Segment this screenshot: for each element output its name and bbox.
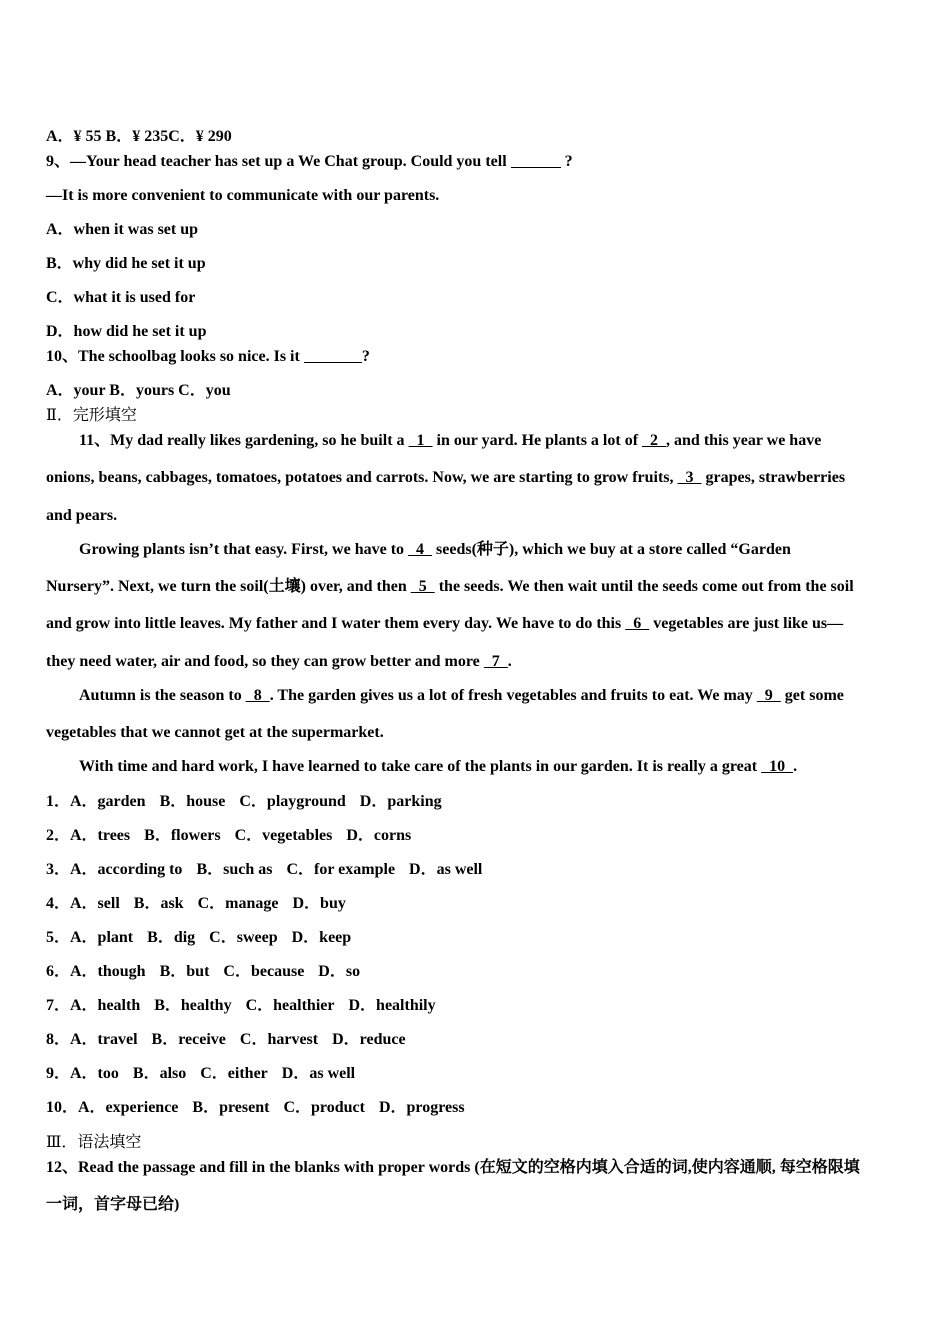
cloze-options-5 [46,928,351,948]
blank-3: 3 [677,469,702,486]
text: onions, beans, cabbages, tomatoes, potatoes and carrots. Now, we are starting to grow fruits, [46,469,678,486]
option: C．healthier [245,997,335,1014]
q9-option-b: B．why did he set it up [46,255,206,272]
q9-stem-text: 9、—Your head teacher has set up a We Chat group. Could you tell [46,153,511,170]
text: 11、My dad really likes gardening, so he built a [79,432,409,449]
q9-option-d: D．how did he set it up [46,323,207,340]
q10-options: A．your B．yours C．you [46,382,231,399]
cloze-options-6 [46,962,360,982]
q8-options: A．¥ 55 B．¥ 235C．¥ 290 [46,128,232,145]
q9-answer-line: —It is more convenient to communicate with our parents. [46,187,440,204]
option: C．harvest [239,1031,319,1048]
option: D．corns [346,827,412,844]
cloze-options-8 [46,1030,406,1050]
text: grapes, strawberries [701,469,846,486]
option: D．keep [291,929,352,946]
cloze-options-4 [46,894,346,914]
option: D．parking [359,793,442,810]
option: C．sweep [209,929,278,946]
text: . [507,653,512,670]
option: B．flowers [144,827,221,844]
option: C．manage [197,895,279,912]
option: B．dig [147,929,196,946]
text: the seeds. We then wait until the seeds come out from the soil [434,578,854,595]
text: vegetables are just like us— [649,615,844,632]
q12-line2: 一词，首字母已给) [46,1196,180,1213]
text: Growing plants isn’t that easy. First, we have to [79,541,409,558]
option: 1．A．garden [46,793,146,810]
blank-9: 9 [756,687,781,704]
q11-p3-line2: vegetables that we cannot get at the supermarket. [46,724,384,741]
option: B．but [159,963,210,980]
text: they need water, air and food, so they can grow better and more [46,653,484,670]
q9-blank [511,152,561,168]
blank-6: 6 [625,615,650,632]
q11-p4-line1 [79,757,797,777]
q11-p2-line4 [46,652,512,672]
q9-stem-end: ? [560,153,573,170]
q10-stem [46,347,370,367]
option: 8．A．travel [46,1031,138,1048]
q11-p1-line2 [46,468,845,488]
blank-5: 5 [410,578,435,595]
option: C．either [200,1065,268,1082]
text: in our yard. He plants a lot of [432,432,643,449]
option: D．progress [378,1099,465,1116]
option: B．healthy [154,997,232,1014]
section-3-title: Ⅲ．语法填空 [46,1134,142,1151]
option: 2．A．trees [46,827,131,844]
option: C．vegetables [234,827,333,844]
cloze-options-1 [46,792,442,812]
q12-line1: 12、Read the passage and fill in the blanks with proper words (在短文的空格内填入合适的词,使内容通顺, 每空格限填 [46,1159,860,1176]
option: D．reduce [332,1031,406,1048]
option: B．present [192,1099,270,1116]
blank-1: 1 [408,432,433,449]
option: B．receive [151,1031,226,1048]
option: 7．A．health [46,997,141,1014]
option: B．such as [196,861,273,878]
option: 6．A．though [46,963,146,980]
q11-p2-line2 [46,577,854,597]
cloze-options-9 [46,1064,355,1084]
blank-4: 4 [408,541,433,558]
option: D．as well [281,1065,356,1082]
blank-8: 8 [245,687,270,704]
option: C．playground [239,793,346,810]
cloze-options-2 [46,826,411,846]
text: get some [780,687,844,704]
q11-p2-line3 [46,614,843,634]
q10-stem-text: 10、The schoolbag looks so nice. Is it [46,348,304,365]
option: 4．A．sell [46,895,120,912]
text: and grow into little leaves. My father and I water them every day. We have to do this [46,615,626,632]
option: C．product [283,1099,365,1116]
option: D．as well [409,861,483,878]
text: Autumn is the season to [79,687,246,704]
text: . [793,758,798,775]
cloze-options-7 [46,996,436,1016]
q11-p1-line3: and pears. [46,507,118,524]
option: 5．A．plant [46,929,134,946]
text: seeds(种子), which we buy at a store called “Garden [432,541,791,558]
option: 3．A．according to [46,861,183,878]
option: C．for example [286,861,396,878]
option: C．because [223,963,305,980]
q9-option-c: C．what it is used for [46,289,196,306]
option: 9．A．too [46,1065,119,1082]
blank-2: 2 [642,432,667,449]
option: B．house [159,793,226,810]
q9-option-a: A．when it was set up [46,221,199,238]
option: D．buy [292,895,346,912]
option: B．also [132,1065,187,1082]
text: , and this year we have [666,432,822,449]
q11-p3-line1 [79,686,844,706]
text: Nursery”. Next, we turn the soil(土壤) over, and then [46,578,411,595]
option: D．so [318,963,361,980]
option: B．ask [133,895,184,912]
option: 10．A．experience [46,1099,179,1116]
text: With time and hard work, I have learned to take care of the plants in our garden. It is really a great [79,758,762,775]
q11-p1-line1 [79,431,821,451]
q10-blank [304,347,362,363]
option: D．healthily [348,997,436,1014]
text: . The garden gives us a lot of fresh vegetables and fruits to eat. We may [269,687,757,704]
q10-stem-end: ? [361,348,370,365]
blank-7: 7 [483,653,508,670]
cloze-options-10 [46,1098,465,1118]
section-2-title: Ⅱ．完形填空 [46,407,137,424]
q11-p2-line1 [79,540,791,560]
cloze-options-3 [46,860,482,880]
q9-stem [46,152,573,172]
blank-10: 10 [761,758,794,775]
